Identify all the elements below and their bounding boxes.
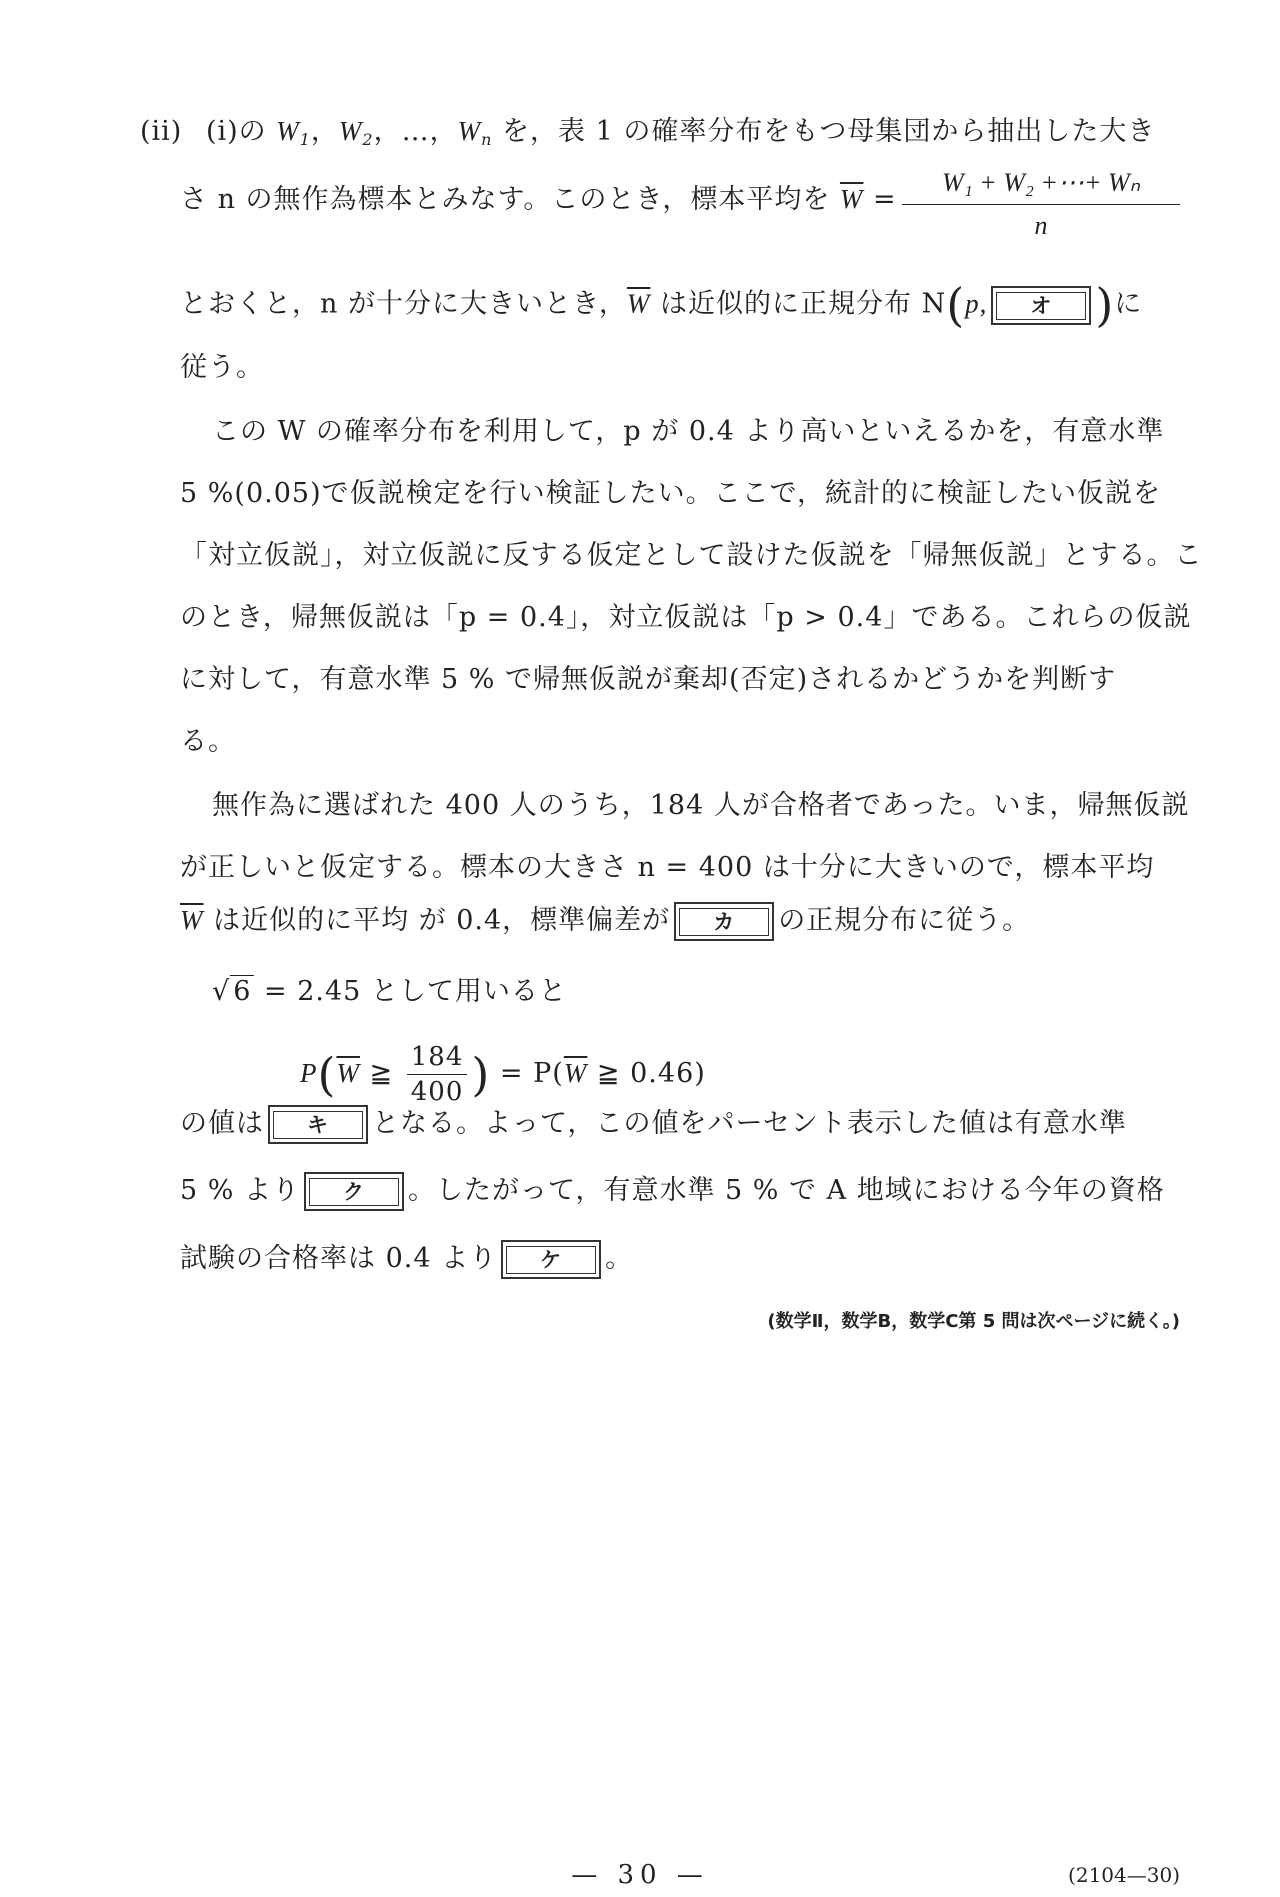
var-w1: W: [276, 116, 300, 146]
result-line-3: [180, 1240, 633, 1279]
answer-box-label: カ: [679, 908, 769, 936]
text-fragment: に: [1114, 288, 1143, 320]
subscript: 1: [299, 130, 311, 149]
answer-box-o[interactable]: [991, 286, 1091, 325]
text-fragment: 5 % より: [180, 1175, 300, 1206]
w-bar: $\overline{W}$: [180, 905, 204, 935]
answer-box-label: ク: [309, 1178, 399, 1206]
w-bar: $\overline{W}$: [336, 1058, 360, 1088]
hypothesis-line-2: 5 %(0.05)で仮説検定を行い検証したい。ここで，統計的に検証したい仮説を: [180, 478, 1162, 509]
text-fragment: となる。よって，この値をパーセント表示した値は有意水準: [372, 1108, 1127, 1139]
fraction-numerator: 184: [407, 1044, 468, 1075]
answer-box-label: キ: [273, 1111, 363, 1139]
answer-box-ke[interactable]: [501, 1240, 601, 1279]
hypothesis-line-4: のとき，帰無仮説は「p = 0.4」，対立仮説は「p > 0.4」である。これらの仮説: [180, 602, 1192, 633]
fraction-numerator: W₁ + W₂ +⋯+ Wₙ: [902, 168, 1180, 205]
sample-line-2: が正しいと仮定する。標本の大きさ n = 400 は十分に大きいので，標本平均: [180, 852, 1155, 883]
text-fragment: ≧ 0.46): [587, 1058, 706, 1089]
text-fragment: 。: [605, 1243, 634, 1274]
text-fragment: = 2.45 として用いると: [254, 976, 567, 1007]
text-fragment: の正規分布に従う。: [778, 905, 1031, 936]
sample-line-3: [180, 902, 1030, 941]
text-fragment: ≧: [359, 1058, 403, 1089]
probability-formula: [300, 1044, 706, 1105]
text-fragment: を，表 1 の確率分布をもつ母集団から抽出した大き: [492, 116, 1156, 147]
hypothesis-line-6: る。: [180, 726, 236, 757]
problem-line-1: [140, 118, 1155, 148]
answer-box-ka[interactable]: [674, 902, 774, 941]
text-fragment: 試験の合格率は 0.4 より: [180, 1243, 498, 1274]
result-line-1: [180, 1105, 1127, 1144]
sqrt-line: [212, 978, 567, 1005]
paren-close: ): [471, 1047, 491, 1102]
result-line-2: [180, 1172, 1165, 1211]
problem-line-4: 従う。: [180, 352, 264, 383]
answer-box-label: ケ: [506, 1246, 596, 1274]
answer-box-ki[interactable]: [268, 1105, 368, 1144]
text-fragment: さ n の無作為標本とみなす。このとき，標本平均を: [180, 184, 831, 215]
w-bar: $\overline{W}$: [563, 1058, 588, 1088]
page-code: (2104—30): [1068, 1863, 1180, 1887]
text-fragment: とおくと，n が十分に大きいとき，: [180, 288, 627, 320]
page-number: — 30 —: [571, 1860, 709, 1890]
text-fragment: =: [863, 184, 897, 215]
answer-box-ku[interactable]: [304, 1172, 404, 1211]
sample-mean-fraction: [902, 168, 1180, 241]
prob-P: P: [300, 1058, 318, 1088]
subscript: 2: [362, 130, 374, 149]
text-fragment: ，: [310, 116, 339, 147]
part-label: (ii): [140, 116, 183, 147]
var-wn: W: [457, 116, 482, 146]
problem-line-2: [180, 186, 897, 213]
hypothesis-line-5: に対して，有意水準 5 % で帰無仮説が棄却(否定)されるかどうかを判断す: [180, 664, 1117, 695]
text-fragment: は近似的に正規分布 N: [650, 288, 947, 320]
fraction-denominator: 400: [410, 1077, 464, 1107]
text-fragment: (i)の: [205, 116, 277, 147]
text-fragment: ，…，: [373, 116, 458, 147]
hypothesis-line-1: この W の確率分布を利用して，p が 0.4 より高いといえるかを，有意水準: [212, 416, 1165, 447]
var-p: p,: [965, 288, 988, 319]
answer-box-label: オ: [996, 292, 1086, 320]
var-w2: W: [338, 116, 363, 146]
fraction-184-400: [407, 1044, 468, 1105]
paren-open: (: [946, 278, 966, 332]
problem-line-3: [180, 278, 1143, 332]
continued-note: (数学Ⅱ，数学B，数学C第 5 問は次ページに続く。): [767, 1311, 1180, 1332]
hypothesis-line-3: 「対立仮説」，対立仮説に反する仮定として設けた仮説を「帰無仮説」とする。こ: [180, 540, 1203, 571]
subscript: n: [481, 130, 493, 149]
text-fragment: は近似的に平均 が 0.4，標準偏差が: [203, 905, 671, 936]
text-fragment: = P(: [490, 1058, 564, 1089]
fraction-denominator: n: [1034, 211, 1048, 240]
text-fragment: の値は: [180, 1108, 264, 1139]
sqrt-radicand: 6: [230, 975, 254, 1007]
paren-close: ): [1095, 278, 1115, 332]
paren-open: (: [317, 1047, 337, 1102]
w-bar: $\overline{W}$: [626, 288, 651, 319]
sample-line-1: 無作為に選ばれた 400 人のうち，184 人が合格者であった。いま，帰無仮説: [212, 790, 1190, 821]
text-fragment: 。したがって，有意水準 5 % で A 地域における今年の資格: [408, 1175, 1165, 1206]
w-bar: $\overline{W}$: [839, 184, 864, 214]
sqrt-expression: √ 6: [212, 978, 254, 1005]
